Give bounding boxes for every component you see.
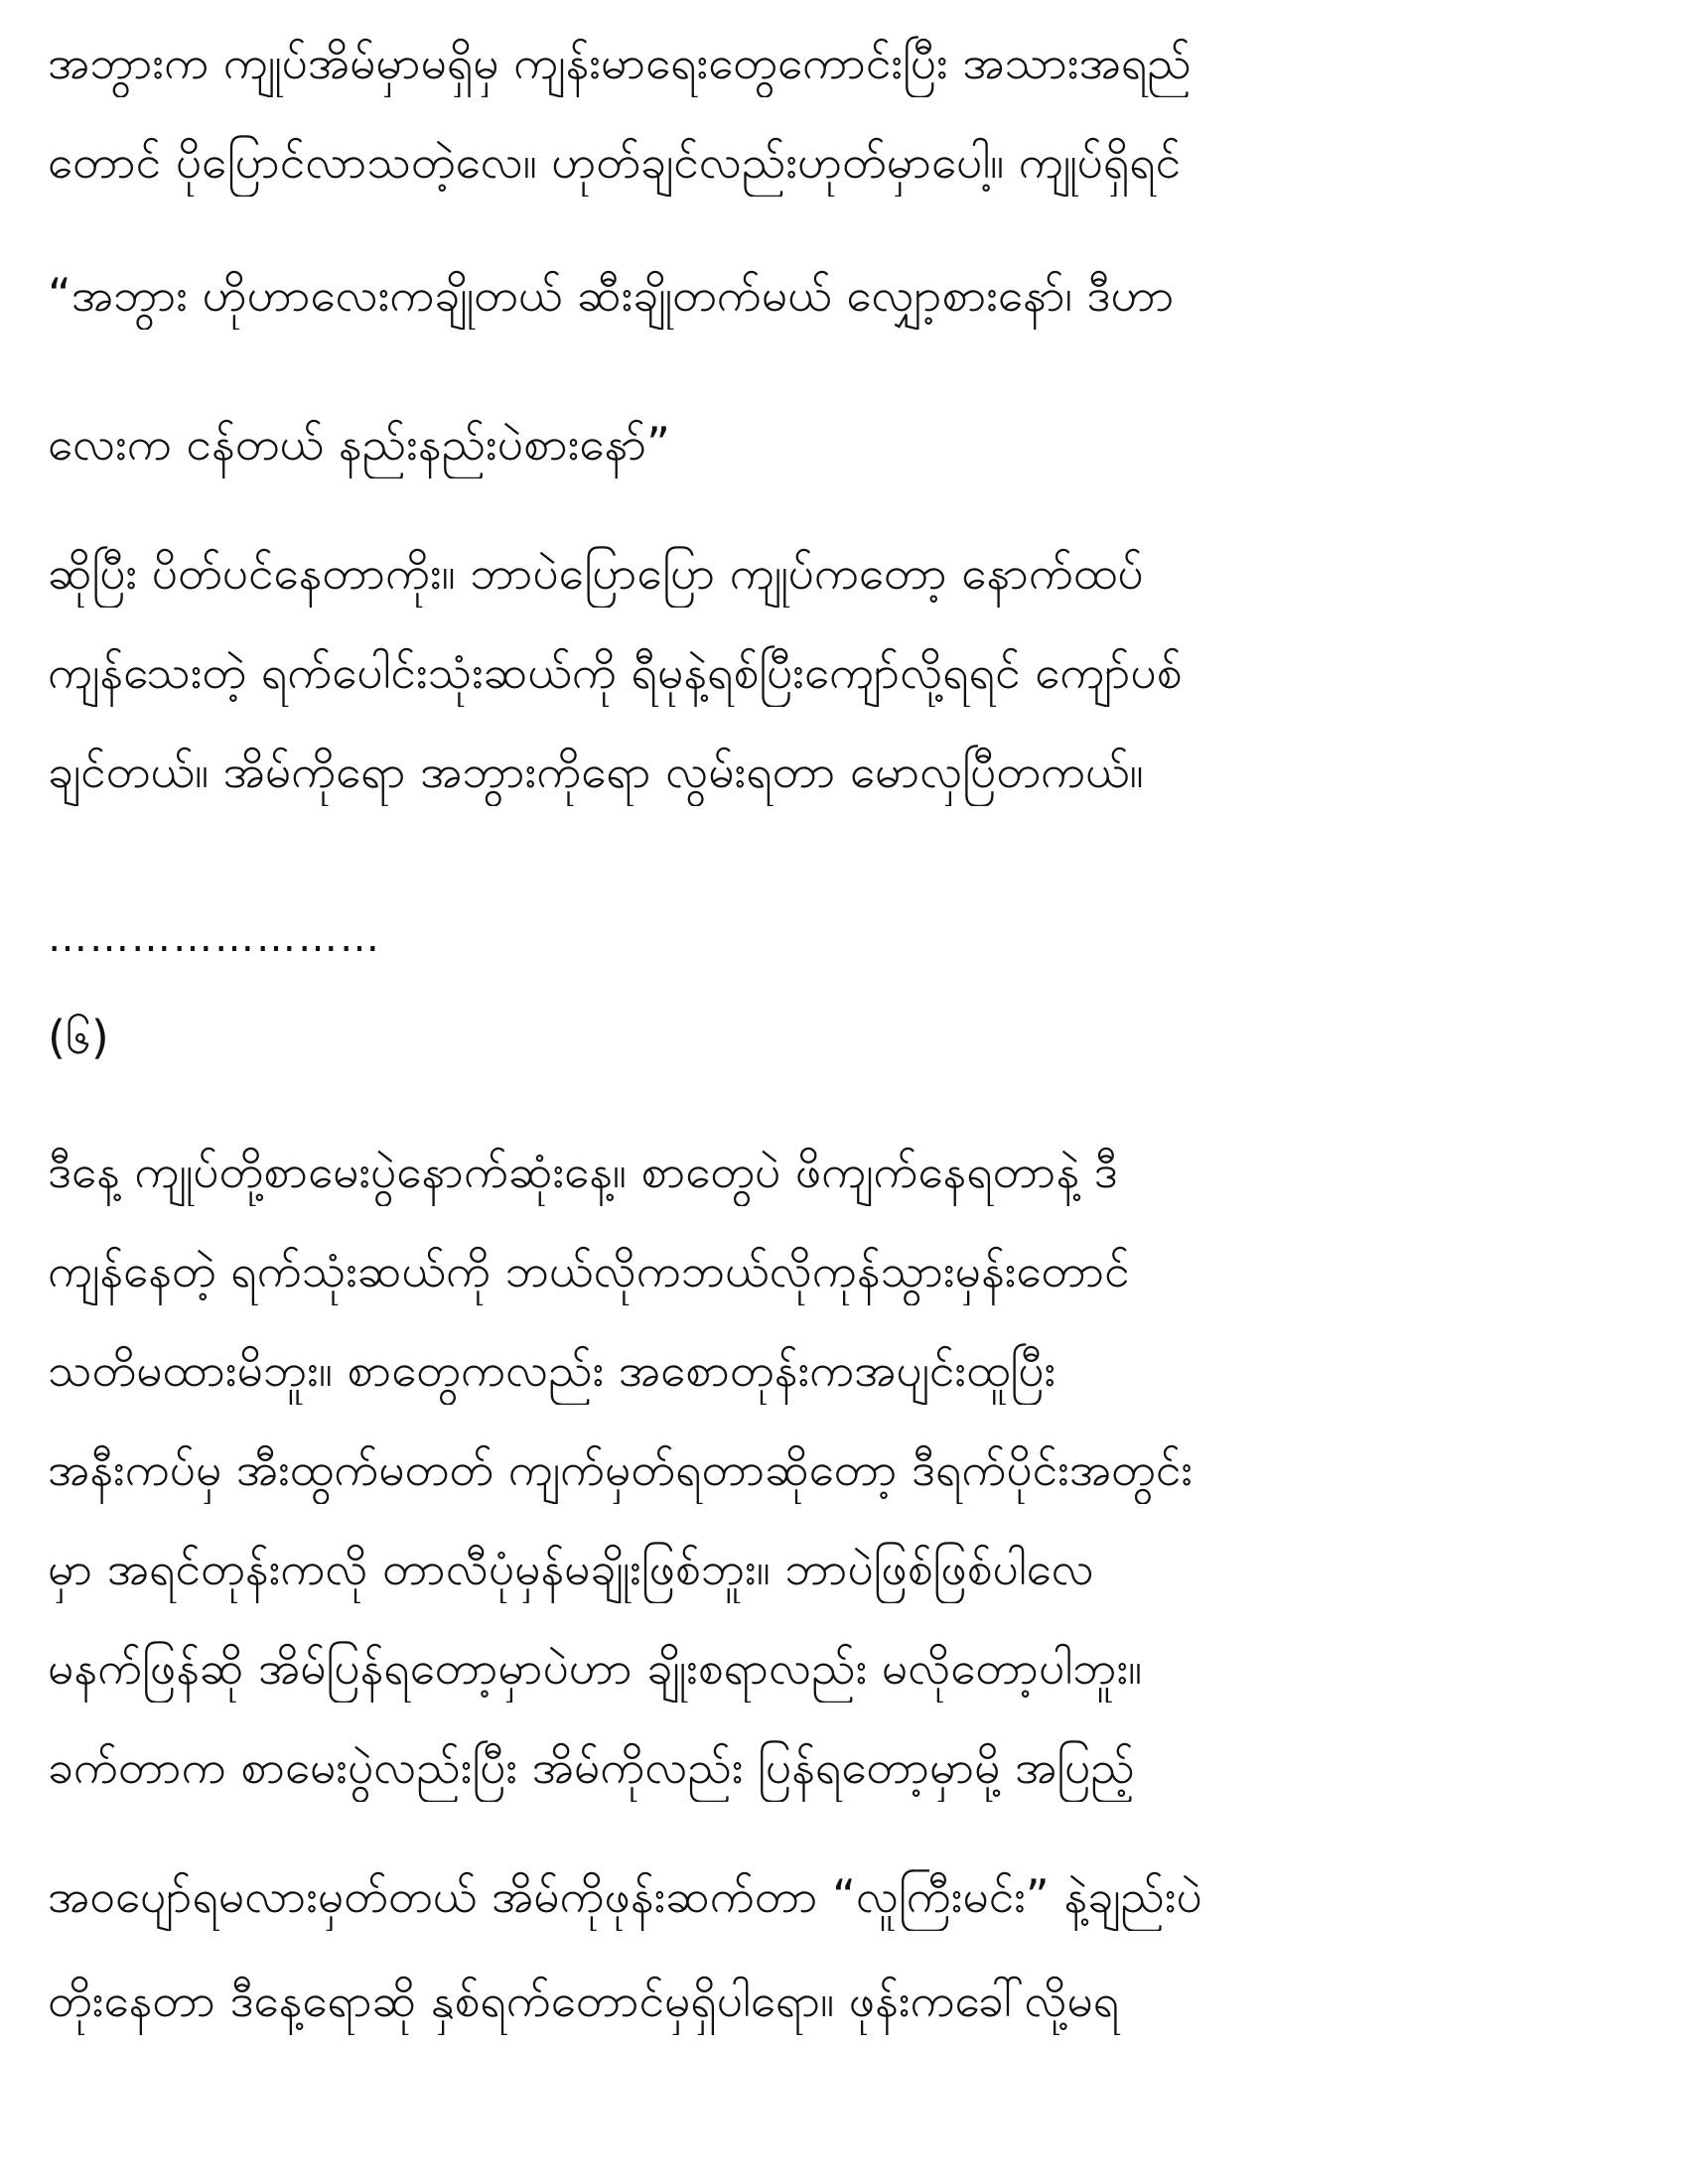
quote-line: လေးက ငန်တယ် နည်းနည်းပဲစားနော်” xyxy=(48,417,670,471)
text-line: ခက်တာက စာမေးပွဲလည်းပြီး အိမ်ကိုလည်း ပြန်ရတော့မှာမို့ အပြည့် xyxy=(48,1740,1135,1794)
text-line: မှာ အရင်တုန်းကလို တာလီပုံမှန်မချိုးဖြစ်ဘူး။ ဘာပဲဖြစ်ဖြစ်ပါလေ xyxy=(48,1542,1094,1595)
text-line: မနက်ဖြန်ဆို အိမ်ပြန်ရတော့မှာပဲဟာ ချိုးစရာလည်း မလိုတော့ပါဘူး။ xyxy=(48,1641,1143,1695)
text-line: ကျန်နေတဲ့ ရက်သုံးဆယ်ကို ဘယ်လိုကဘယ်လိုကုန်သွားမှန်းတောင် xyxy=(48,1244,1130,1297)
text-line: ကျန်သေးတဲ့ ရက်ပေါင်းသုံးဆယ်ကို ရီမုနဲ့ရစ်ပြီးကျော်လို့ရရင် ကျော်ပစ် xyxy=(48,645,1183,699)
text-line: ဒီနေ့ ကျုပ်တို့စာမေးပွဲနောက်ဆုံးနေ့။ စာတွေပဲ ဖိကျက်နေရတာနဲ့ ဒီ xyxy=(48,1145,1118,1198)
text-line: သတိမထားမိဘူး။ စာတွေကလည်း အစောတုန်းကအပျင်းထူပြီး xyxy=(48,1343,1056,1397)
text-line: ဆိုပြီး ပိတ်ပင်နေတာကိုး။ ဘာပဲပြောပြော ကျုပ်ကတော့ နောက်ထပ် xyxy=(48,546,1144,600)
section-number: (၆) xyxy=(48,1011,109,1064)
separator: …………………… xyxy=(48,915,381,961)
text-line: အဝပျော်ရမလားမှတ်တယ် အိမ်ကိုဖုန်းဆက်တာ “လူကြီးမင်း” နဲ့ချည်းပဲ xyxy=(48,1869,1202,1923)
text-line: အဘွားက ကျုပ်အိမ်မှာမရှိမှ ကျန်းမာရေးတွေကောင်းပြီး အသားအရည် xyxy=(48,36,1192,89)
quote-line: “အဘွား ဟိုဟာလေးကချိုတယ် ဆီးချိုတက်မယ် လျှော့စားနော်၊ ဒီဟာ xyxy=(48,268,1175,322)
text-line: ချင်တယ်။ အိမ်ကိုရော အဘွားကိုရော လွမ်းရတာ မောလှပြီတကယ်။ xyxy=(48,745,1144,798)
text-line: တောင် ပိုပြောင်လာသတဲ့လေ။ ဟုတ်ချင်လည်းဟုတ်မှာပေါ့။ ကျုပ်ရှိရင် xyxy=(48,135,1182,189)
text-line: အနီးကပ်မှ အီးထွက်မတတ် ကျက်မှတ်ရတာဆိုတော့ ဒီရက်ပိုင်းအတွင်း xyxy=(48,1442,1194,1496)
text-line: တိုးနေတာ ဒီနေ့ရောဆို နှစ်ရက်တောင်မှရှိပါရော။ ဖုန်းကခေါ်လို့မရ xyxy=(48,1974,1120,2027)
